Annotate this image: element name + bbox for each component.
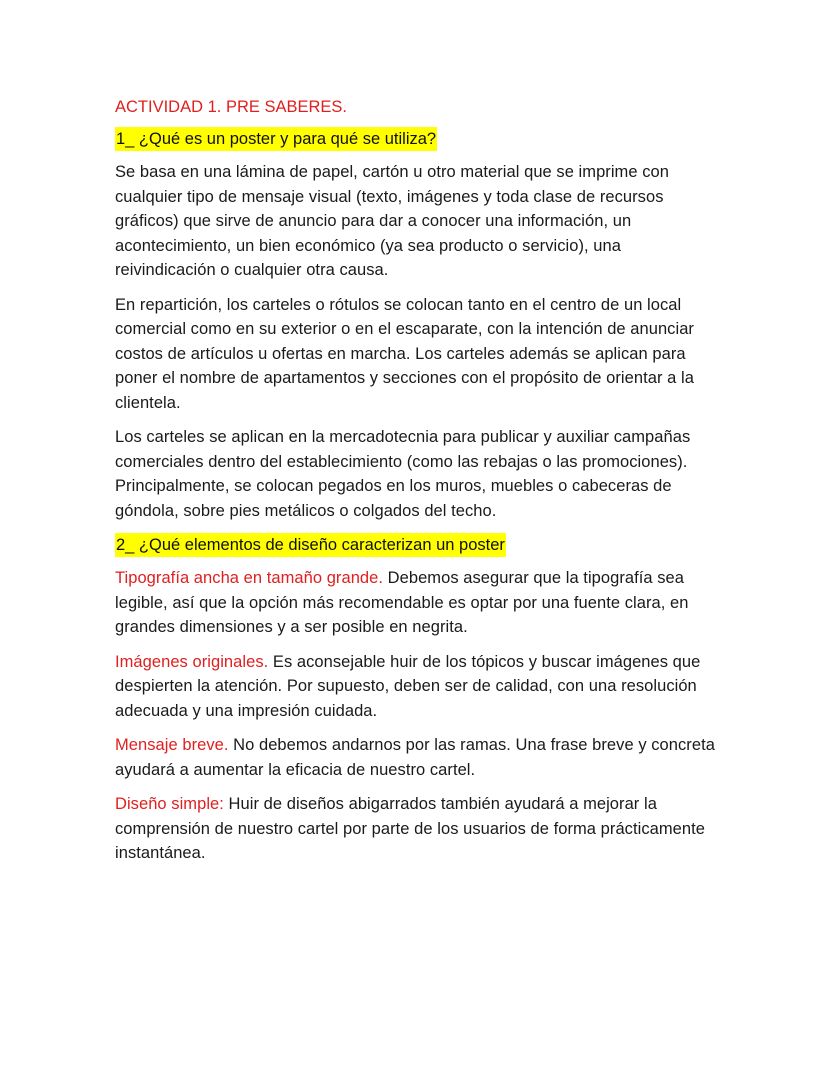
answer-1-paragraph-2: En repartición, los carteles o rótulos se colocan tanto en el centro de un local comercial como en su exterior o en el escaparate, con la intención de anunciar costos de artículos u ofertas en marcha. Los carteles además se aplican para poner el nombre de apartamentos y secciones con el propósito de orientar a la clientela.: [115, 295, 694, 412]
element-message-lead: Mensaje breve.: [115, 736, 229, 754]
element-design-lead: Diseño simple:: [115, 795, 224, 813]
element-design-paragraph: [115, 792, 725, 866]
answer-1-paragraph-1: Se basa en una lámina de papel, cartón u otro material que se imprime con cualquier tipo de mensaje visual (texto, imágenes y toda clase de recursos gráficos) que sirve de anuncio para dar a conocer una información, un acontecimiento, un bien económico (ya sea producto o servicio), una reivindicación o cualquier otra causa.: [115, 163, 669, 279]
question-1-wrapper: [115, 127, 725, 160]
question-2-heading: 2_ ¿Qué elementos de diseño caracterizan un poster: [115, 533, 506, 557]
element-images-paragraph: [115, 650, 725, 724]
element-images-text: Es aconsejable huir de los tópicos y buscar imágenes que despierten la atención. Por supuesto, deben ser de calidad, con una resolución adecuada y una impresión cuidada.: [115, 652, 701, 720]
element-design-text: Huir de diseños abigarrados también ayudará a mejorar la comprensión de nuestro cartel por parte de los usuarios de forma prácticamente instantánea.: [115, 795, 705, 862]
element-typography-lead: Tipografía ancha en tamaño grande.: [115, 569, 384, 587]
document-page: [115, 95, 725, 876]
document-title: ACTIVIDAD 1. PRE SABERES.: [115, 98, 347, 116]
element-typography-text: Debemos asegurar que la tipografía sea legible, así que la opción más recomendable es optar por una fuente clara, en grandes dimensiones y a ser posible en negrita.: [115, 569, 689, 636]
element-message-text: No debemos andarnos por las ramas. Una frase breve y concreta ayudará a aumentar la eficacia de nuestro cartel.: [115, 736, 715, 779]
question-2-wrapper: [115, 533, 725, 566]
answer-1-paragraph-3: Los carteles se aplican en la mercadotecnia para publicar y auxiliar campañas comerciales dentro del establecimiento (como las rebajas o las promociones). Principalmente, se colocan pegados en los muros, muebles o cabeceras de góndola, sobre pies metálicos o colgados del techo.: [115, 428, 691, 520]
element-images-lead: Imágenes originales.: [115, 652, 269, 671]
question-1-heading: 1_ ¿Qué es un poster y para qué se utiliza?: [115, 127, 437, 151]
element-message-paragraph: [115, 733, 725, 782]
element-typography-paragraph: [115, 566, 725, 640]
